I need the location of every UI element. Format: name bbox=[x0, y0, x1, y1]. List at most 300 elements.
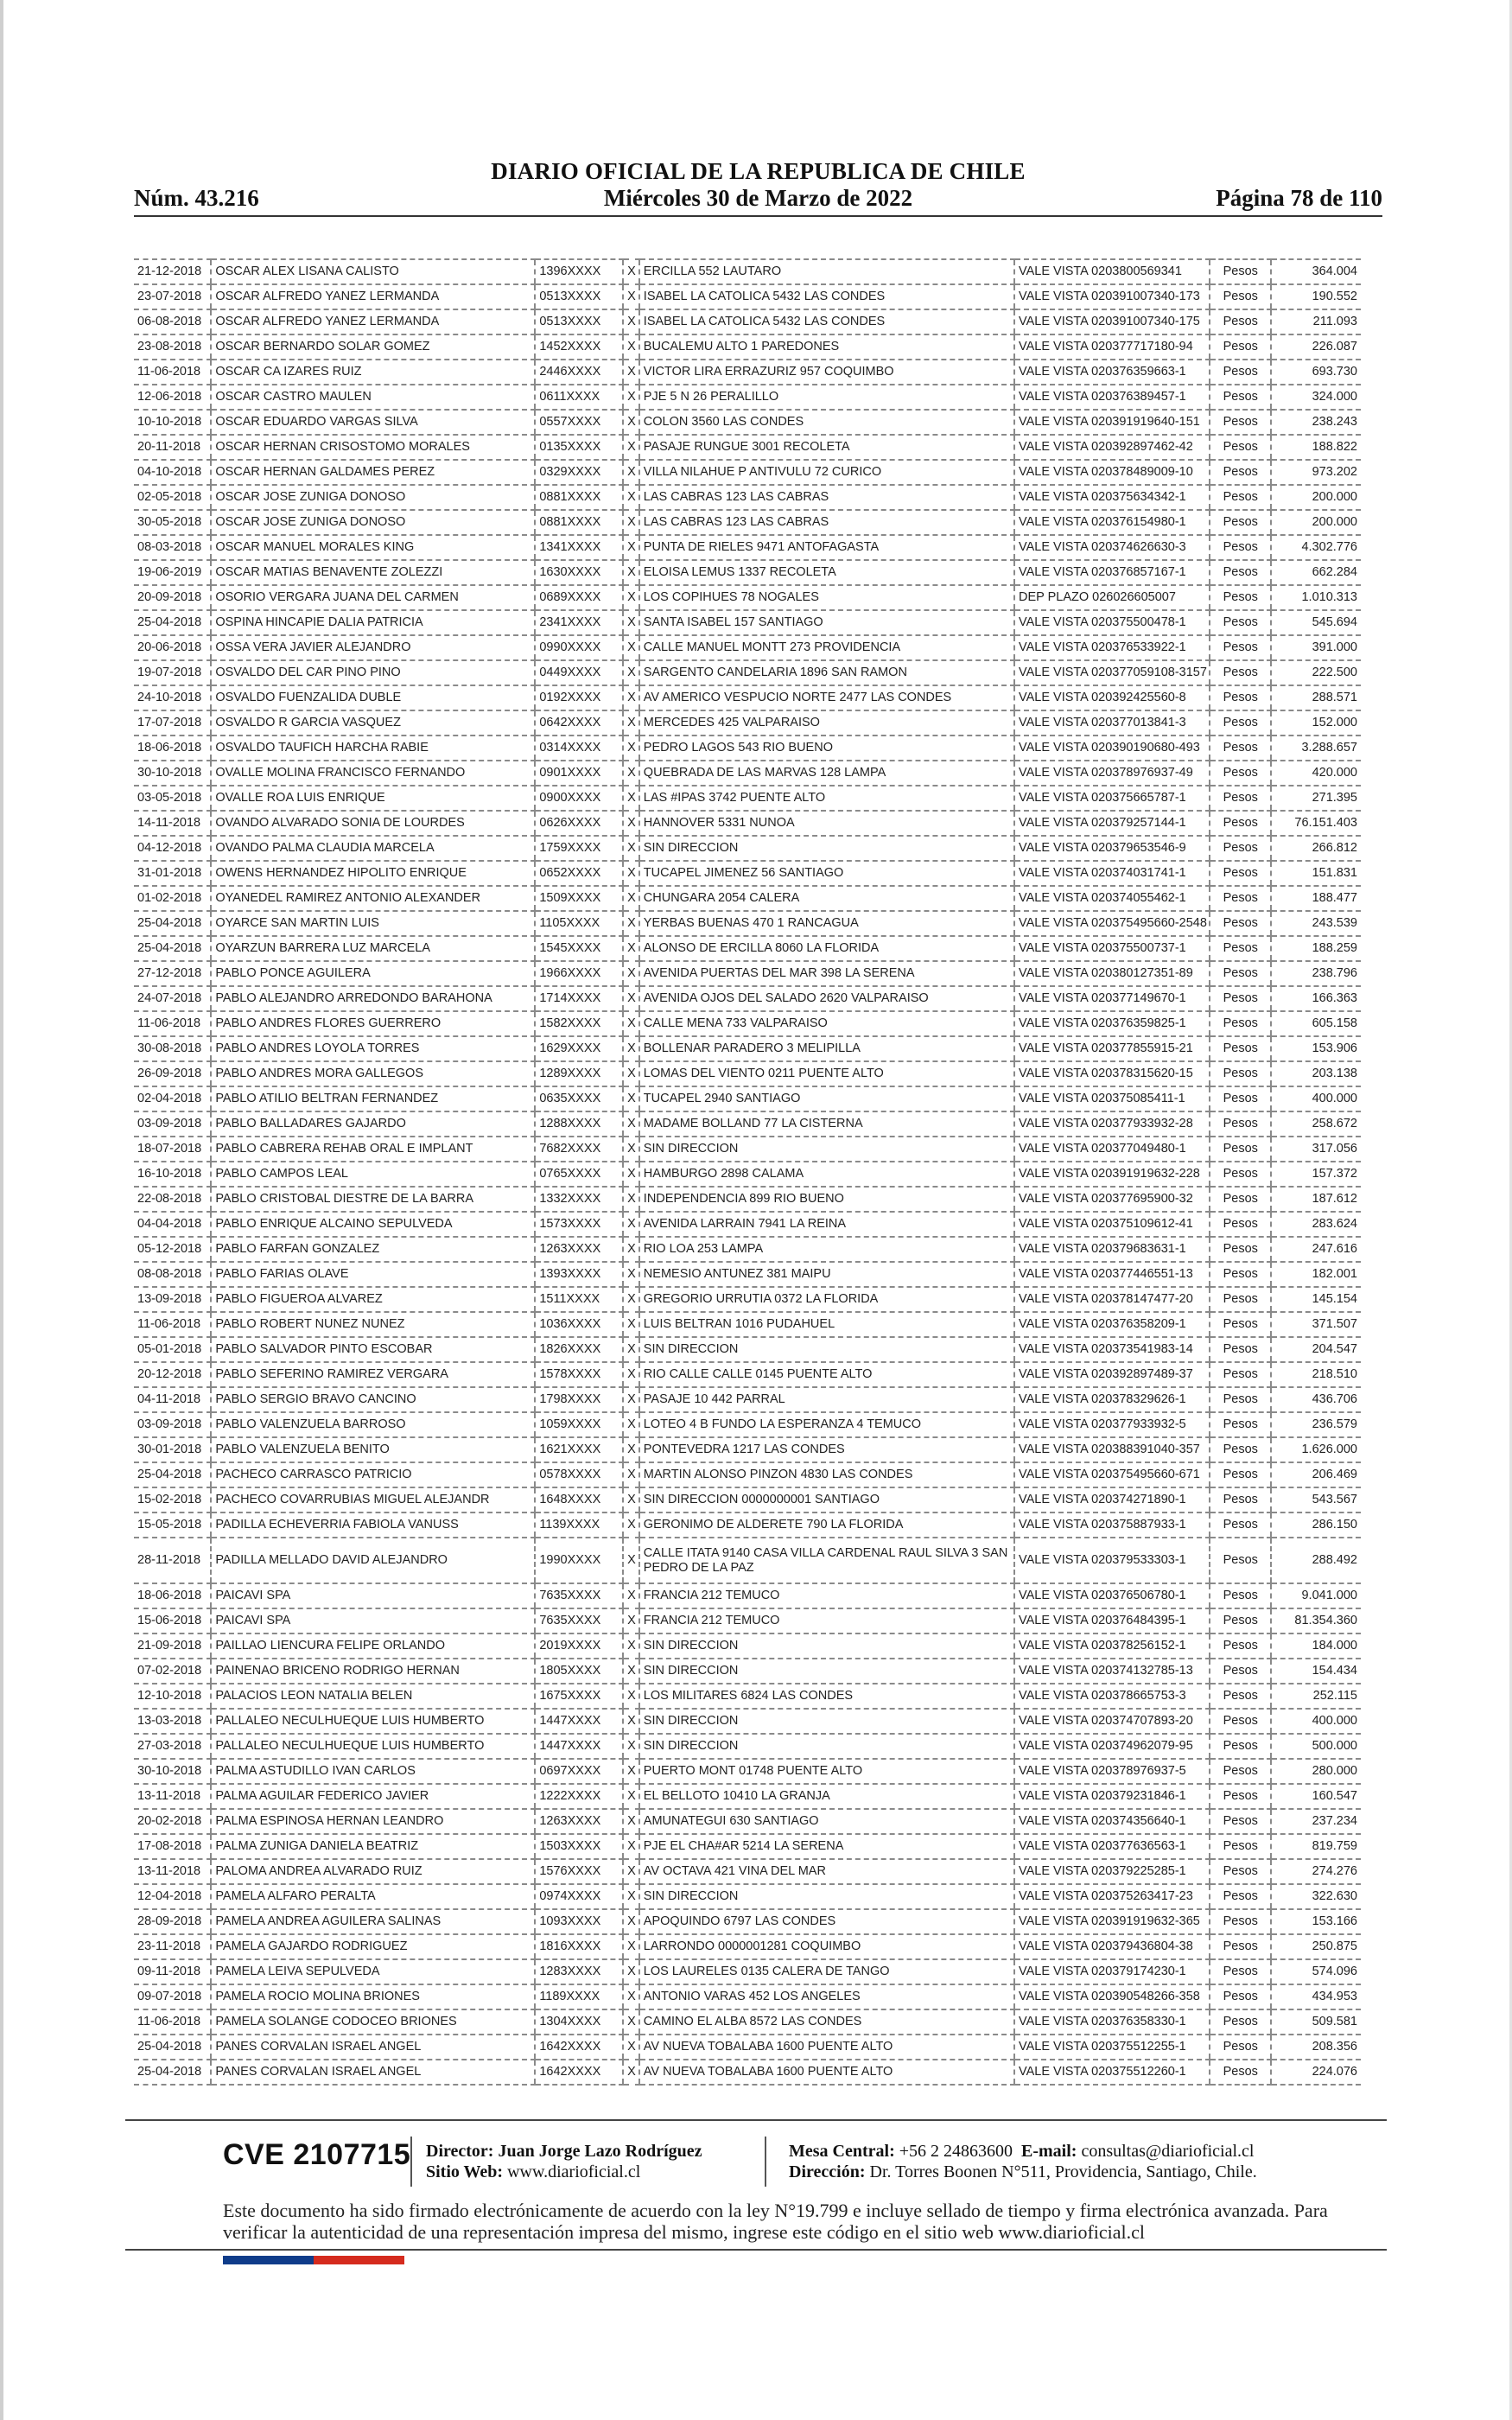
record-name: PABLO ATILIO BELTRAN FERNANDEZ bbox=[211, 1086, 535, 1111]
record-rut: 0881XXXX bbox=[535, 485, 623, 510]
record-amount: 187.612 bbox=[1271, 1187, 1361, 1212]
record-date: 11-06-2018 bbox=[134, 360, 211, 385]
record-date: 18-07-2018 bbox=[134, 1137, 211, 1162]
record-address: CALLE MANUEL MONTT 273 PROVIDENCIA bbox=[639, 635, 1014, 660]
record-rut: 1283XXXX bbox=[535, 1959, 623, 1984]
record-amount: 188.259 bbox=[1271, 936, 1361, 961]
record-amount: 509.581 bbox=[1271, 2009, 1361, 2035]
record-amount: 274.276 bbox=[1271, 1859, 1361, 1884]
record-address: PUERTO MONT 01748 PUENTE ALTO bbox=[639, 1759, 1014, 1784]
record-rut: 1332XXXX bbox=[535, 1187, 623, 1212]
record-mark: X bbox=[623, 1684, 639, 1709]
record-currency: Pesos bbox=[1210, 1834, 1271, 1859]
record-mark: X bbox=[623, 1834, 639, 1859]
record-address: PONTEVEDRA 1217 LAS CONDES bbox=[639, 1437, 1014, 1462]
record-address: LOTEO 4 B FUNDO LA ESPERANZA 4 TEMUCO bbox=[639, 1412, 1014, 1437]
footer-separator bbox=[410, 2137, 412, 2187]
record-document: VALE VISTA 020374626630-3 bbox=[1014, 535, 1210, 560]
record-address: EL BELLOTO 10410 LA GRANJA bbox=[639, 1784, 1014, 1809]
record-mark: X bbox=[623, 360, 639, 385]
record-document: VALE VISTA 020379683631-1 bbox=[1014, 1237, 1210, 1262]
record-rut: 1059XXXX bbox=[535, 1412, 623, 1437]
record-currency: Pesos bbox=[1210, 435, 1271, 460]
table-row bbox=[134, 786, 1361, 811]
record-document: VALE VISTA 020375085411-1 bbox=[1014, 1086, 1210, 1111]
record-rut: 1816XXXX bbox=[535, 1934, 623, 1959]
record-document: VALE VISTA 020376857167-1 bbox=[1014, 560, 1210, 585]
table-row bbox=[134, 1162, 1361, 1187]
record-address: CALLE ITATA 9140 CASA VILLA CARDENAL RAUL SILVA 3 SAN PEDRO DE LA PAZ bbox=[639, 1538, 1014, 1583]
record-date: 04-12-2018 bbox=[134, 836, 211, 861]
record-mark: X bbox=[623, 1959, 639, 1984]
record-currency: Pesos bbox=[1210, 1884, 1271, 1909]
record-date: 05-01-2018 bbox=[134, 1337, 211, 1362]
table-row bbox=[134, 1086, 1361, 1111]
record-address: AVENIDA PUERTAS DEL MAR 398 LA SERENA bbox=[639, 961, 1014, 986]
record-name: PABLO ENRIQUE ALCAINO SEPULVEDA bbox=[211, 1212, 535, 1237]
record-date: 27-12-2018 bbox=[134, 961, 211, 986]
record-name: PABLO CABRERA REHAB ORAL E IMPLANT bbox=[211, 1137, 535, 1162]
record-document: VALE VISTA 020376358209-1 bbox=[1014, 1312, 1210, 1337]
record-currency: Pesos bbox=[1210, 284, 1271, 309]
record-amount: 3.288.657 bbox=[1271, 736, 1361, 761]
record-address: TUCAPEL 2940 SANTIAGO bbox=[639, 1086, 1014, 1111]
record-mark: X bbox=[623, 1659, 639, 1684]
record-currency: Pesos bbox=[1210, 836, 1271, 861]
header-divider bbox=[134, 215, 1382, 217]
record-rut: 1629XXXX bbox=[535, 1036, 623, 1061]
record-currency: Pesos bbox=[1210, 1162, 1271, 1187]
record-currency: Pesos bbox=[1210, 736, 1271, 761]
record-date: 30-05-2018 bbox=[134, 510, 211, 535]
record-name: PABLO SERGIO BRAVO CANCINO bbox=[211, 1387, 535, 1412]
record-amount: 211.093 bbox=[1271, 309, 1361, 334]
record-rut: 7635XXXX bbox=[535, 1583, 623, 1608]
record-address: LOS COPIHUES 78 NOGALES bbox=[639, 585, 1014, 610]
record-date: 25-04-2018 bbox=[134, 2060, 211, 2085]
record-mark: X bbox=[623, 1387, 639, 1412]
record-document: VALE VISTA 020376358330-1 bbox=[1014, 2009, 1210, 2035]
record-mark: X bbox=[623, 1162, 639, 1187]
record-address: NEMESIO ANTUNEZ 381 MAIPU bbox=[639, 1262, 1014, 1287]
record-rut: 0314XXXX bbox=[535, 736, 623, 761]
director-name: Juan Jorge Lazo Rodríguez bbox=[498, 2142, 702, 2161]
record-rut: 1798XXXX bbox=[535, 1387, 623, 1412]
record-mark: X bbox=[623, 710, 639, 736]
record-amount: 160.547 bbox=[1271, 1784, 1361, 1809]
record-address: AV AMERICO VESPUCIO NORTE 2477 LAS CONDES bbox=[639, 685, 1014, 710]
record-address: RIO LOA 253 LAMPA bbox=[639, 1237, 1014, 1262]
record-amount: 203.138 bbox=[1271, 1061, 1361, 1086]
record-rut: 1304XXXX bbox=[535, 2009, 623, 2035]
record-mark: X bbox=[623, 961, 639, 986]
record-address: HANNOVER 5331 NUNOA bbox=[639, 811, 1014, 836]
table-row bbox=[134, 1237, 1361, 1262]
record-date: 13-09-2018 bbox=[134, 1287, 211, 1312]
flag-stripe-blue bbox=[223, 2256, 314, 2264]
record-currency: Pesos bbox=[1210, 1512, 1271, 1538]
record-date: 21-09-2018 bbox=[134, 1634, 211, 1659]
table-row bbox=[134, 460, 1361, 485]
record-document: VALE VISTA 020375500737-1 bbox=[1014, 936, 1210, 961]
record-name: PABLO VALENZUELA BARROSO bbox=[211, 1412, 535, 1437]
record-amount: 166.363 bbox=[1271, 986, 1361, 1011]
record-rut: 1189XXXX bbox=[535, 1984, 623, 2009]
record-rut: 1545XXXX bbox=[535, 936, 623, 961]
record-document: VALE VISTA 020378147477-20 bbox=[1014, 1287, 1210, 1312]
record-rut: 0626XXXX bbox=[535, 811, 623, 836]
record-amount: 188.822 bbox=[1271, 435, 1361, 460]
table-row bbox=[134, 685, 1361, 710]
record-date: 09-11-2018 bbox=[134, 1959, 211, 1984]
record-mark: X bbox=[623, 1512, 639, 1538]
record-name: PADILLA ECHEVERRIA FABIOLA VANUSS bbox=[211, 1512, 535, 1538]
record-mark: X bbox=[623, 1111, 639, 1137]
record-mark: X bbox=[623, 1061, 639, 1086]
record-date: 24-10-2018 bbox=[134, 685, 211, 710]
record-amount: 243.539 bbox=[1271, 911, 1361, 936]
record-name: PALLALEO NECULHUEQUE LUIS HUMBERTO bbox=[211, 1734, 535, 1759]
record-mark: X bbox=[623, 510, 639, 535]
record-currency: Pesos bbox=[1210, 510, 1271, 535]
record-rut: 1222XXXX bbox=[535, 1784, 623, 1809]
web-link[interactable]: www.diarioficial.cl bbox=[507, 2162, 641, 2181]
record-date: 20-06-2018 bbox=[134, 635, 211, 660]
mesa-phone: +56 2 24863600 bbox=[899, 2142, 1013, 2161]
record-rut: 2019XXXX bbox=[535, 1634, 623, 1659]
footer-divider-bottom bbox=[125, 2249, 1387, 2251]
record-currency: Pesos bbox=[1210, 2035, 1271, 2060]
record-document: VALE VISTA 020379653546-9 bbox=[1014, 836, 1210, 861]
table-row bbox=[134, 1684, 1361, 1709]
record-address: FRANCIA 212 TEMUCO bbox=[639, 1583, 1014, 1608]
record-rut: 1393XXXX bbox=[535, 1262, 623, 1287]
record-currency: Pesos bbox=[1210, 1734, 1271, 1759]
record-date: 21-12-2018 bbox=[134, 259, 211, 284]
record-name: PABLO FIGUEROA ALVAREZ bbox=[211, 1287, 535, 1312]
record-amount: 184.000 bbox=[1271, 1634, 1361, 1659]
table-row bbox=[134, 1834, 1361, 1859]
email-label: E-mail: bbox=[1021, 2142, 1077, 2161]
record-rut: 0611XXXX bbox=[535, 385, 623, 410]
record-mark: X bbox=[623, 1187, 639, 1212]
record-date: 01-02-2018 bbox=[134, 886, 211, 911]
record-mark: X bbox=[623, 786, 639, 811]
table-row bbox=[134, 836, 1361, 861]
record-date: 10-10-2018 bbox=[134, 410, 211, 435]
record-rut: 1093XXXX bbox=[535, 1909, 623, 1934]
record-date: 03-05-2018 bbox=[134, 786, 211, 811]
record-name: PAICAVI SPA bbox=[211, 1608, 535, 1634]
record-document: VALE VISTA 020376484395-1 bbox=[1014, 1608, 1210, 1634]
record-mark: X bbox=[623, 635, 639, 660]
record-address: HAMBURGO 2898 CALAMA bbox=[639, 1162, 1014, 1187]
record-date: 25-04-2018 bbox=[134, 2035, 211, 2060]
record-date: 30-10-2018 bbox=[134, 1759, 211, 1784]
record-mark: X bbox=[623, 1212, 639, 1237]
record-amount: 973.202 bbox=[1271, 460, 1361, 485]
record-document: VALE VISTA 020390190680-493 bbox=[1014, 736, 1210, 761]
table-row bbox=[134, 1036, 1361, 1061]
record-amount: 222.500 bbox=[1271, 660, 1361, 685]
record-name: OSCAR JOSE ZUNIGA DONOSO bbox=[211, 485, 535, 510]
record-rut: 0192XXXX bbox=[535, 685, 623, 710]
record-name: PAMELA ROCIO MOLINA BRIONES bbox=[211, 1984, 535, 2009]
record-document: VALE VISTA 020391007340-175 bbox=[1014, 309, 1210, 334]
record-mark: X bbox=[623, 1262, 639, 1287]
record-currency: Pesos bbox=[1210, 1659, 1271, 1684]
record-rut: 1582XXXX bbox=[535, 1011, 623, 1036]
record-date: 24-07-2018 bbox=[134, 986, 211, 1011]
record-currency: Pesos bbox=[1210, 585, 1271, 610]
record-mark: X bbox=[623, 2035, 639, 2060]
record-rut: 1621XXXX bbox=[535, 1437, 623, 1462]
record-document: VALE VISTA 020376506780-1 bbox=[1014, 1583, 1210, 1608]
table-row bbox=[134, 1759, 1361, 1784]
record-currency: Pesos bbox=[1210, 1187, 1271, 1212]
record-rut: 0513XXXX bbox=[535, 309, 623, 334]
record-document: VALE VISTA 020376533922-1 bbox=[1014, 635, 1210, 660]
record-mark: X bbox=[623, 911, 639, 936]
record-amount: 543.567 bbox=[1271, 1487, 1361, 1512]
record-date: 30-01-2018 bbox=[134, 1437, 211, 1462]
table-row bbox=[134, 259, 1361, 284]
record-date: 04-04-2018 bbox=[134, 1212, 211, 1237]
record-date: 17-07-2018 bbox=[134, 710, 211, 736]
record-mark: X bbox=[623, 2009, 639, 2035]
record-document: VALE VISTA 020379257144-1 bbox=[1014, 811, 1210, 836]
record-address: LOMAS DEL VIENTO 0211 PUENTE ALTO bbox=[639, 1061, 1014, 1086]
record-mark: X bbox=[623, 385, 639, 410]
record-mark: X bbox=[623, 836, 639, 861]
records-body bbox=[134, 259, 1361, 2085]
table-row bbox=[134, 1734, 1361, 1759]
record-date: 26-09-2018 bbox=[134, 1061, 211, 1086]
record-date: 25-04-2018 bbox=[134, 911, 211, 936]
record-rut: 0449XXXX bbox=[535, 660, 623, 685]
record-mark: X bbox=[623, 1583, 639, 1608]
record-date: 03-09-2018 bbox=[134, 1412, 211, 1437]
web-label: Sitio Web: bbox=[426, 2162, 504, 2181]
page-header bbox=[134, 158, 1382, 219]
record-amount: 200.000 bbox=[1271, 485, 1361, 510]
record-rut: 0765XXXX bbox=[535, 1162, 623, 1187]
record-date: 28-09-2018 bbox=[134, 1909, 211, 1934]
record-document: VALE VISTA 020379231846-1 bbox=[1014, 1784, 1210, 1809]
record-currency: Pesos bbox=[1210, 710, 1271, 736]
table-row bbox=[134, 1011, 1361, 1036]
record-currency: Pesos bbox=[1210, 1538, 1271, 1583]
record-rut: 0578XXXX bbox=[535, 1462, 623, 1487]
record-currency: Pesos bbox=[1210, 1337, 1271, 1362]
record-mark: X bbox=[623, 610, 639, 635]
record-name: PALMA ZUNIGA DANIELA BEATRIZ bbox=[211, 1834, 535, 1859]
record-amount: 436.706 bbox=[1271, 1387, 1361, 1412]
record-name: PAMELA ALFARO PERALTA bbox=[211, 1884, 535, 1909]
table-row bbox=[134, 1583, 1361, 1608]
record-document: VALE VISTA 020379225285-1 bbox=[1014, 1859, 1210, 1884]
record-mark: X bbox=[623, 1859, 639, 1884]
director-block bbox=[426, 2141, 702, 2182]
record-currency: Pesos bbox=[1210, 2009, 1271, 2035]
record-date: 18-06-2018 bbox=[134, 1583, 211, 1608]
record-mark: X bbox=[623, 309, 639, 334]
record-document: VALE VISTA 020374962079-95 bbox=[1014, 1734, 1210, 1759]
record-document: VALE VISTA 020377013841-3 bbox=[1014, 710, 1210, 736]
record-document: VALE VISTA 020379533303-1 bbox=[1014, 1538, 1210, 1583]
record-mark: X bbox=[623, 1909, 639, 1934]
issue-date: Miércoles 30 de Marzo de 2022 bbox=[603, 185, 913, 211]
record-address: LARRONDO 0000001281 COQUIMBO bbox=[639, 1934, 1014, 1959]
record-amount: 1.010.313 bbox=[1271, 585, 1361, 610]
record-currency: Pesos bbox=[1210, 309, 1271, 334]
table-row bbox=[134, 1959, 1361, 1984]
record-document: VALE VISTA 020378665753-3 bbox=[1014, 1684, 1210, 1709]
header-info-row bbox=[134, 185, 1382, 212]
contact-block bbox=[789, 2141, 1257, 2182]
table-row bbox=[134, 635, 1361, 660]
table-row bbox=[134, 1287, 1361, 1312]
record-currency: Pesos bbox=[1210, 886, 1271, 911]
record-date: 27-03-2018 bbox=[134, 1734, 211, 1759]
record-currency: Pesos bbox=[1210, 961, 1271, 986]
record-rut: 1452XXXX bbox=[535, 334, 623, 360]
record-currency: Pesos bbox=[1210, 1583, 1271, 1608]
table-row bbox=[134, 710, 1361, 736]
record-rut: 7635XXXX bbox=[535, 1608, 623, 1634]
table-row bbox=[134, 811, 1361, 836]
record-mark: X bbox=[623, 1709, 639, 1734]
record-rut: 0135XXXX bbox=[535, 435, 623, 460]
record-document: VALE VISTA 020377636563-1 bbox=[1014, 1834, 1210, 1859]
record-address: SARGENTO CANDELARIA 1896 SAN RAMON bbox=[639, 660, 1014, 685]
record-date: 12-10-2018 bbox=[134, 1684, 211, 1709]
record-document: VALE VISTA 020392897489-37 bbox=[1014, 1362, 1210, 1387]
record-rut: 0974XXXX bbox=[535, 1884, 623, 1909]
record-rut: 1447XXXX bbox=[535, 1734, 623, 1759]
address-label: Dirección: bbox=[789, 2162, 866, 2181]
record-address: GERONIMO DE ALDERETE 790 LA FLORIDA bbox=[639, 1512, 1014, 1538]
record-name: PABLO CAMPOS LEAL bbox=[211, 1162, 535, 1187]
record-name: PAILLAO LIENCURA FELIPE ORLANDO bbox=[211, 1634, 535, 1659]
record-currency: Pesos bbox=[1210, 1061, 1271, 1086]
record-date: 08-08-2018 bbox=[134, 1262, 211, 1287]
table-row bbox=[134, 410, 1361, 435]
record-address: PUNTA DE RIELES 9471 ANTOFAGASTA bbox=[639, 535, 1014, 560]
record-name: PALMA ASTUDILLO IVAN CARLOS bbox=[211, 1759, 535, 1784]
record-document: VALE VISTA 020375500478-1 bbox=[1014, 610, 1210, 635]
record-currency: Pesos bbox=[1210, 2060, 1271, 2085]
record-date: 02-04-2018 bbox=[134, 1086, 211, 1111]
record-name: PABLO FARFAN GONZALEZ bbox=[211, 1237, 535, 1262]
record-rut: 0642XXXX bbox=[535, 710, 623, 736]
record-currency: Pesos bbox=[1210, 460, 1271, 485]
record-address: CAMINO EL ALBA 8572 LAS CONDES bbox=[639, 2009, 1014, 2035]
record-currency: Pesos bbox=[1210, 1412, 1271, 1437]
record-document: DEP PLAZO 026026605007 bbox=[1014, 585, 1210, 610]
record-currency: Pesos bbox=[1210, 1011, 1271, 1036]
record-address: ELOISA LEMUS 1337 RECOLETA bbox=[639, 560, 1014, 585]
record-amount: 605.158 bbox=[1271, 1011, 1361, 1036]
record-address: SANTA ISABEL 157 SANTIAGO bbox=[639, 610, 1014, 635]
record-name: OSCAR CA IZARES RUIZ bbox=[211, 360, 535, 385]
record-currency: Pesos bbox=[1210, 811, 1271, 836]
record-document: VALE VISTA 020374707893-20 bbox=[1014, 1709, 1210, 1734]
table-row bbox=[134, 986, 1361, 1011]
record-name: OSCAR MATIAS BENAVENTE ZOLEZZI bbox=[211, 560, 535, 585]
record-address: SIN DIRECCION 0000000001 SANTIAGO bbox=[639, 1487, 1014, 1512]
record-name: PABLO ANDRES LOYOLA TORRES bbox=[211, 1036, 535, 1061]
record-rut: 0697XXXX bbox=[535, 1759, 623, 1784]
record-mark: X bbox=[623, 1884, 639, 1909]
record-address: ANTONIO VARAS 452 LOS ANGELES bbox=[639, 1984, 1014, 2009]
record-currency: Pesos bbox=[1210, 610, 1271, 635]
table-row bbox=[134, 761, 1361, 786]
record-document: VALE VISTA 020373541983-14 bbox=[1014, 1337, 1210, 1362]
record-amount: 819.759 bbox=[1271, 1834, 1361, 1859]
table-row bbox=[134, 1784, 1361, 1809]
record-rut: 0881XXXX bbox=[535, 510, 623, 535]
record-address: RIO CALLE CALLE 0145 PUENTE ALTO bbox=[639, 1362, 1014, 1387]
record-date: 18-06-2018 bbox=[134, 736, 211, 761]
record-amount: 224.076 bbox=[1271, 2060, 1361, 2085]
record-rut: 1139XXXX bbox=[535, 1512, 623, 1538]
record-name: PABLO ANDRES MORA GALLEGOS bbox=[211, 1061, 535, 1086]
record-name: OYARZUN BARRERA LUZ MARCELA bbox=[211, 936, 535, 961]
record-currency: Pesos bbox=[1210, 1634, 1271, 1659]
record-document: VALE VISTA 020375665787-1 bbox=[1014, 786, 1210, 811]
record-rut: 1630XXXX bbox=[535, 560, 623, 585]
record-rut: 2341XXXX bbox=[535, 610, 623, 635]
record-amount: 574.096 bbox=[1271, 1959, 1361, 1984]
cve-code: CVE 2107715 bbox=[223, 2138, 411, 2171]
record-mark: X bbox=[623, 1011, 639, 1036]
record-amount: 252.115 bbox=[1271, 1684, 1361, 1709]
record-currency: Pesos bbox=[1210, 1462, 1271, 1487]
table-row bbox=[134, 1634, 1361, 1659]
record-mark: X bbox=[623, 535, 639, 560]
record-name: PABLO VALENZUELA BENITO bbox=[211, 1437, 535, 1462]
table-row bbox=[134, 1437, 1361, 1462]
table-row bbox=[134, 1137, 1361, 1162]
record-name: PABLO FARIAS OLAVE bbox=[211, 1262, 535, 1287]
record-name: PABLO SEFERINO RAMIREZ VERGARA bbox=[211, 1362, 535, 1387]
record-amount: 204.547 bbox=[1271, 1337, 1361, 1362]
newspaper-title: DIARIO OFICIAL DE LA REPUBLICA DE CHILE bbox=[491, 158, 1026, 184]
record-date: 12-06-2018 bbox=[134, 385, 211, 410]
record-name: OSCAR ALEX LISANA CALISTO bbox=[211, 259, 535, 284]
record-document: VALE VISTA 020375887933-1 bbox=[1014, 1512, 1210, 1538]
record-mark: X bbox=[623, 1437, 639, 1462]
record-document: VALE VISTA 020380127351-89 bbox=[1014, 961, 1210, 986]
record-amount: 218.510 bbox=[1271, 1362, 1361, 1387]
record-currency: Pesos bbox=[1210, 911, 1271, 936]
record-currency: Pesos bbox=[1210, 410, 1271, 435]
record-address: ISABEL LA CATOLICA 5432 LAS CONDES bbox=[639, 309, 1014, 334]
record-address: CALLE MENA 733 VALPARAISO bbox=[639, 1011, 1014, 1036]
record-rut: 0557XXXX bbox=[535, 410, 623, 435]
record-document: VALE VISTA 020377933932-28 bbox=[1014, 1111, 1210, 1137]
record-mark: X bbox=[623, 736, 639, 761]
email-link[interactable]: consultas@diarioficial.cl bbox=[1081, 2142, 1255, 2161]
record-address: AVENIDA LARRAIN 7941 LA REINA bbox=[639, 1212, 1014, 1237]
record-amount: 152.000 bbox=[1271, 710, 1361, 736]
table-row bbox=[134, 1984, 1361, 2009]
record-mark: X bbox=[623, 1036, 639, 1061]
record-address: MERCEDES 425 VALPARAISO bbox=[639, 710, 1014, 736]
record-date: 25-04-2018 bbox=[134, 610, 211, 635]
record-document: VALE VISTA 020392897462-42 bbox=[1014, 435, 1210, 460]
